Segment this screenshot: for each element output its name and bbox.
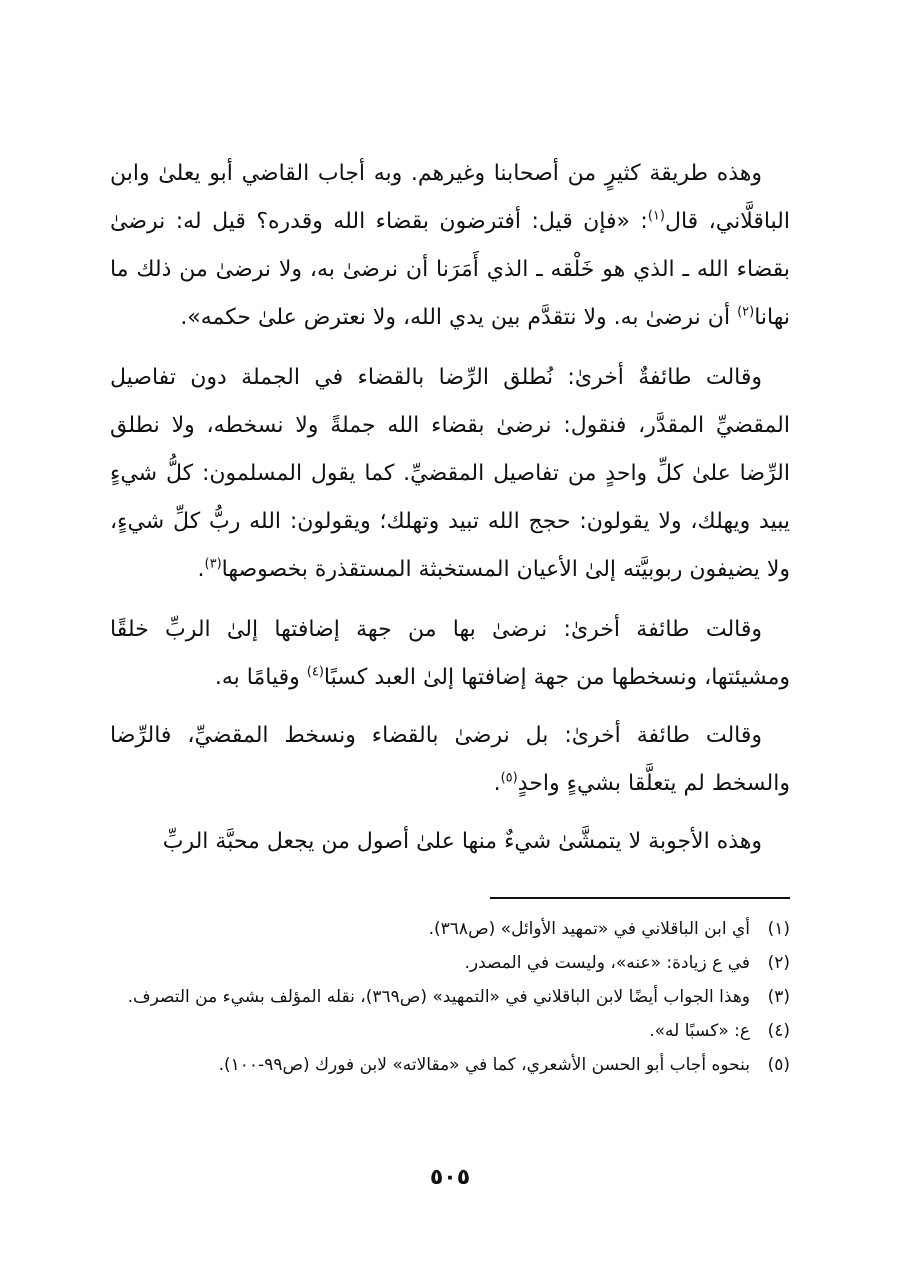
paragraph-2-text-a: وقالت طائفةٌ أخرىٰ: نُطلق الرِّضا بالقضاء في الجملة دون تفاصيل المقضيِّ المقدَّر، فنقول: نرضىٰ بقضاء الله جملةً ولا نسخطه، ولا نطلق الرِّضا علىٰ كلِّ واحدٍ من تفاصيل المقضيِّ. كما يقول المسلمون: كلُّ شيءٍ يبيد ويهلك، ولا يقولون: حجج الله تبيد وتهلك؛ ويقولون: الله ربُّ كلِّ شيءٍ، ولا يضيفون ربوبيَّته إلىٰ الأعيان المستخبثة المستقذرة بخصوصها <box>110 365 790 582</box>
paragraph-5 <box>110 818 790 866</box>
footnote-number: (٤) <box>767 1021 790 1041</box>
paragraph-1-text-a: وهذه طريقة كثيرٍ من أصحابنا وغيرهم. وبه أجاب القاضي أبو يعلىٰ وابن الباقلَّاني، قال <box>110 161 790 234</box>
page-number: ٥٠٥ <box>429 1165 471 1190</box>
footnote-4 <box>110 1014 790 1048</box>
paragraph-1-text-c: أن نرضىٰ به. ولا نتقدَّم بين يدي الله، ولا نعترض علىٰ حكمه». <box>180 305 738 330</box>
footnote-text: ع: «كسبًا له». <box>649 1021 750 1041</box>
footnote-ref-3[interactable]: (٣) <box>204 556 222 572</box>
paragraph-1 <box>110 150 790 342</box>
footnote-ref-5[interactable]: (٥) <box>500 770 518 786</box>
footnote-number: (٢) <box>767 953 790 973</box>
footnote-number: (٥) <box>767 1055 790 1075</box>
paragraph-3 <box>110 606 790 702</box>
paragraph-4 <box>110 712 790 808</box>
footnote-text: بنحوه أجاب أبو الحسن الأشعري، كما في «مقالاته» لابن فورك (ص٩٩-١٠٠). <box>218 1055 750 1075</box>
footnote-ref-4[interactable]: (٤) <box>306 664 324 680</box>
footnote-text: أي ابن الباقلاني في «تمهيد الأوائل» (ص٣٦٨). <box>428 919 750 939</box>
footnote-1 <box>110 912 790 946</box>
footnote-ref-2[interactable]: (٢) <box>737 304 755 320</box>
footnote-separator <box>490 897 790 899</box>
page-body <box>110 150 790 878</box>
footnote-number: (٣) <box>767 987 790 1007</box>
footnote-text: في ع زيادة: «عنه»، وليست في المصدر. <box>464 953 750 973</box>
paragraph-1-text-b: : «فإن قيل: أفترضون بقضاء الله وقدره؟ قيل له: نرضىٰ بقضاء الله ـ الذي هو خَلْقه ـ الذي أَمَرَنا أن نرضىٰ به، ولا نرضىٰ من ذلك ما نهانا <box>110 209 790 330</box>
footnote-number: (١) <box>767 919 790 939</box>
footnote-5 <box>110 1048 790 1082</box>
footnotes <box>110 912 790 1082</box>
paragraph-5-text-a: وهذه الأجوبة لا يتمشَّىٰ شيءٌ منها علىٰ أصول من يجعل محبَّة الربِّ <box>162 829 762 854</box>
paragraph-4-text-a: وقالت طائفة أخرىٰ: بل نرضىٰ بالقضاء ونسخط المقضيِّ، فالرِّضا والسخط لم يتعلَّقا بشيءٍ واحدٍ <box>110 723 790 796</box>
footnote-ref-1[interactable]: (١) <box>647 208 665 224</box>
footnote-2 <box>110 946 790 980</box>
paragraph-2 <box>110 354 790 594</box>
paragraph-3-text-a: وقالت طائفة أخرىٰ: نرضىٰ بها من جهة إضافتها إلىٰ الربِّ خلقًا ومشيئتها، ونسخطها من جهة إضافتها إلىٰ العبد كسبًا <box>110 617 790 690</box>
main-text <box>110 150 790 866</box>
paragraph-3-text-b: وقيامًا به. <box>214 665 307 690</box>
footnote-text: وهذا الجواب أيضًا لابن الباقلاني في «التمهيد» (ص٣٦٩)، نقله المؤلف بشيء من التصرف. <box>127 987 750 1007</box>
footnote-3 <box>110 980 790 1014</box>
paragraph-2-text-b: . <box>197 557 205 582</box>
paragraph-4-text-b: . <box>493 771 501 796</box>
